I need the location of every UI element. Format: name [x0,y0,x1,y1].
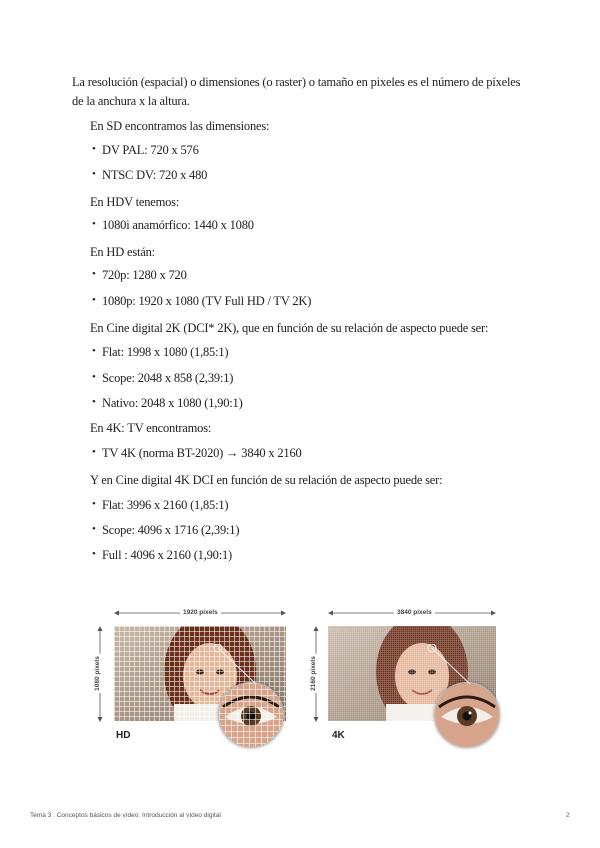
hd-height-label: 1080 pixels [93,656,101,691]
tv4k-heading: En 4K: TV encontramos: [90,421,212,435]
list-item: • Scope: 2048 x 858 (2,39:1) [102,371,233,386]
uhd-width-label: 3840 pixels [394,609,435,616]
cine4k-heading: Y en Cine digital 4K DCI en función de su relación de aspecto puede ser: [90,473,443,487]
hd-zoomed-eye [218,682,284,748]
uhd-height-label: 2160 pixels [309,656,317,691]
uhd-label: 4K [332,730,345,741]
uhd-zoom-pointer [426,644,476,688]
intro-line-2: de la anchura x la altura. [72,94,190,108]
list-item: • NTSC DV: 720 x 480 [102,168,207,183]
list-item: • 720p: 1280 x 720 [102,268,187,283]
list-item: • Scope: 4096 x 1716 (2,39:1) [102,523,239,538]
list-item: • Flat: 1998 x 1080 (1,85:1) [102,345,228,360]
list-item: • 1080i anamórfico: 1440 x 1080 [102,218,254,233]
cine2k-heading: En Cine digital 2K (DCI* 2K), que en función de su relación de aspecto puede ser: [90,321,489,335]
list-item: • Full : 4096 x 2160 (1,90:1) [102,548,232,563]
list-item: • TV 4K (norma BT-2020) → 3840 x 2160 [102,446,302,461]
list-item: • 1080p: 1920 x 1080 (TV Full HD / TV 2K) [102,294,311,309]
list-item: • Flat: 3996 x 2160 (1,85:1) [102,498,228,513]
footer-title: Tema 3 . Conceptos básicos de vídeo: Introducción al vídeo digital [30,812,221,819]
list-item: • DV PAL: 720 x 576 [102,143,199,158]
hd-heading: En HD están: [90,245,155,259]
hd-width-label: 1920 pixels [180,609,221,616]
intro-line-1: La resolución (espacial) o dimensiones (o raster) o tamaño en pixeles es el número de píxeles [72,75,521,89]
list-item: • Nativo: 2048 x 1080 (1,90:1) [102,396,243,411]
hd-label: HD [116,730,131,741]
hdv-heading: En HDV tenemos: [90,195,180,209]
uhd-zoomed-eye [434,682,500,748]
hd-zoom-pointer [212,644,262,688]
page-number: 2 [566,812,570,819]
resolution-comparison-figure [92,604,497,776]
sd-heading: En SD encontramos las dimensiones: [90,119,270,133]
